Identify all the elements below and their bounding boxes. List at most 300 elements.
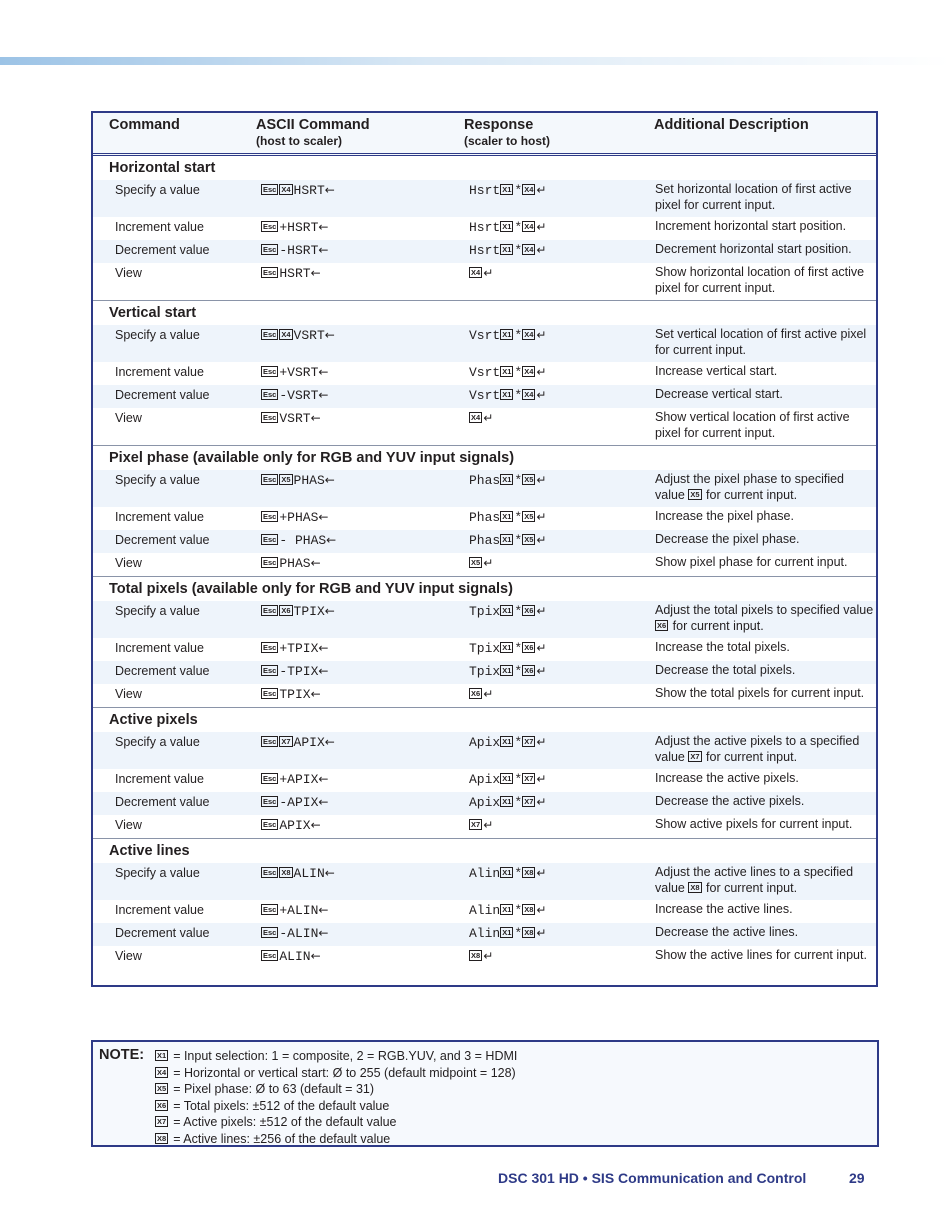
table-row [93, 507, 876, 530]
command-name: Decrement value [115, 388, 210, 402]
description-text: Show vertical location of first active pixel for current input. [655, 410, 850, 440]
variable-x6-icon: X6 [281, 606, 291, 616]
esc-key-icon: Esc [263, 268, 277, 278]
description-text [655, 865, 875, 896]
command-text: Hsrt [469, 183, 501, 198]
description-text: Decrement horizontal start position. [655, 242, 852, 256]
top-gradient-bar [0, 57, 950, 65]
response-text [469, 641, 546, 656]
enter-return-icon: ↵ [536, 795, 547, 809]
variable-x5-icon: X5 [524, 512, 534, 522]
left-arrow-icon: ← [326, 533, 337, 547]
variable-x4-icon: X4 [471, 268, 481, 278]
command-name: Decrement value [115, 795, 210, 809]
command-text: -TPIX [279, 664, 319, 679]
description-text: Decrease the active lines. [655, 925, 799, 939]
command-name: Increment value [115, 903, 204, 917]
command-text: Apix [469, 772, 501, 787]
command-text: Alin [469, 866, 501, 881]
command-name: View [115, 411, 142, 425]
table-section [93, 156, 876, 301]
variable-x1-icon: X1 [502, 737, 512, 747]
command-name: Specify a value [115, 604, 200, 618]
variable-x6-icon: X6 [471, 689, 481, 699]
variable-x6-icon: X6 [524, 643, 534, 653]
note-text: = Horizontal or vertical start: Ø to 255 (default midpoint = 128) [173, 1065, 516, 1080]
command-text: - PHAS [279, 533, 327, 548]
response-text [469, 220, 546, 235]
variable-x1-icon: X1 [502, 905, 512, 915]
ascii-command [261, 664, 328, 679]
ascii-command [261, 735, 335, 750]
response-text [469, 772, 546, 787]
note-line [155, 1081, 517, 1098]
left-arrow-icon: ← [310, 266, 321, 280]
table-row [93, 530, 876, 553]
left-arrow-icon: ← [310, 556, 321, 570]
command-text: +VSRT [279, 365, 319, 380]
note-label: NOTE: [99, 1047, 145, 1063]
command-text: -APIX [279, 795, 319, 810]
command-name: Increment value [115, 641, 204, 655]
variable-x1-icon: X1 [502, 868, 512, 878]
description-text: Show active pixels for current input. [655, 817, 853, 831]
esc-key-icon: Esc [263, 330, 277, 340]
esc-key-icon: Esc [263, 797, 277, 807]
variable-x7-icon: X7 [157, 1117, 167, 1127]
left-arrow-icon: ← [324, 473, 335, 487]
variable-x5-icon: X5 [471, 558, 481, 568]
ascii-command [261, 266, 321, 281]
command-text: * [514, 328, 523, 343]
command-text: -HSRT [279, 243, 319, 258]
table-row [93, 792, 876, 815]
command-name: Decrement value [115, 243, 210, 257]
ascii-command [261, 533, 336, 548]
response-text [469, 556, 493, 571]
command-table [91, 111, 878, 987]
variable-x1-icon: X1 [502, 643, 512, 653]
command-text: HSRT [279, 266, 311, 281]
table-section [93, 301, 876, 446]
enter-return-icon: ↵ [536, 243, 547, 257]
description-text: Increase the total pixels. [655, 640, 790, 654]
page-number: 29 [849, 1170, 865, 1186]
variable-x5-icon: X5 [524, 535, 534, 545]
command-text: * [514, 220, 523, 235]
esc-key-icon: Esc [263, 905, 277, 915]
response-text [469, 266, 493, 281]
left-arrow-icon: ← [318, 365, 329, 379]
section-title: Pixel phase (available only for RGB and YUV input signals) [93, 446, 876, 470]
description-part: for current input. [702, 487, 798, 502]
response-text [469, 365, 546, 380]
variable-x1-icon: X1 [157, 1051, 167, 1061]
response-text [469, 795, 546, 810]
note-line [155, 1131, 517, 1148]
left-arrow-icon: ← [310, 818, 321, 832]
esc-key-icon: Esc [263, 928, 277, 938]
esc-key-icon: Esc [263, 367, 277, 377]
enter-return-icon: ↵ [536, 510, 547, 524]
command-name: Specify a value [115, 473, 200, 487]
variable-x4-icon: X4 [524, 222, 534, 232]
table-body [93, 156, 876, 969]
header-response [464, 117, 550, 149]
table-row [93, 769, 876, 792]
table-row [93, 470, 876, 507]
ascii-command [261, 641, 328, 656]
command-text: Apix [469, 735, 501, 750]
ascii-command [261, 687, 321, 702]
esc-key-icon: Esc [263, 512, 277, 522]
left-arrow-icon: ← [310, 949, 321, 963]
esc-key-icon: Esc [263, 606, 277, 616]
description-text [655, 472, 875, 503]
response-text [469, 473, 546, 488]
variable-x4-icon: X4 [524, 245, 534, 255]
ascii-command [261, 328, 335, 343]
left-arrow-icon: ← [310, 411, 321, 425]
variable-x7-icon: X7 [471, 820, 481, 830]
table-row [93, 661, 876, 684]
enter-return-icon: ↵ [483, 818, 494, 832]
command-name: Specify a value [115, 735, 200, 749]
header-ascii-sub: (host to scaler) [256, 134, 343, 148]
response-text [469, 735, 546, 750]
table-row [93, 684, 876, 707]
esc-key-icon: Esc [263, 558, 277, 568]
table-row [93, 732, 876, 769]
description-text: Show the active lines for current input. [655, 948, 867, 962]
command-text: APIX [279, 818, 311, 833]
section-title: Total pixels (available only for RGB and YUV input signals) [93, 577, 876, 601]
variable-x6-icon: X6 [657, 620, 667, 630]
command-text: Vsrt [469, 388, 501, 403]
variable-x5-icon: X5 [690, 489, 700, 499]
table-section [93, 446, 876, 577]
description-text: Increment horizontal start position. [655, 219, 847, 233]
esc-key-icon: Esc [263, 222, 277, 232]
variable-x8-icon: X8 [524, 905, 534, 915]
table-row [93, 923, 876, 946]
left-arrow-icon: ← [318, 903, 329, 917]
description-text: Increase the pixel phase. [655, 509, 794, 523]
variable-x4-icon: X4 [471, 413, 481, 423]
table-row [93, 601, 876, 638]
command-text: * [514, 641, 523, 656]
description-part: Adjust the total pixels to specified value [655, 603, 874, 617]
variable-x5-icon: X5 [281, 475, 291, 485]
variable-x4-icon: X4 [281, 185, 291, 195]
variable-x7-icon: X7 [524, 774, 534, 784]
command-text: * [514, 604, 523, 619]
left-arrow-icon: ← [318, 641, 329, 655]
variable-x1-icon: X1 [502, 535, 512, 545]
description-text [655, 734, 875, 765]
ascii-command [261, 949, 321, 964]
left-arrow-icon: ← [318, 772, 329, 786]
esc-key-icon: Esc [263, 737, 277, 747]
esc-key-icon: Esc [263, 245, 277, 255]
note-line [155, 1098, 517, 1115]
enter-return-icon: ↵ [536, 183, 547, 197]
enter-return-icon: ↵ [483, 687, 494, 701]
command-name: Decrement value [115, 926, 210, 940]
ascii-command [261, 866, 335, 881]
response-text [469, 866, 546, 881]
command-text: * [514, 772, 523, 787]
description-text: Set horizontal location of first active pixel for current input. [655, 182, 852, 212]
command-text: Vsrt [469, 365, 501, 380]
left-arrow-icon: ← [318, 926, 329, 940]
variable-x7-icon: X7 [690, 751, 700, 761]
left-arrow-icon: ← [324, 866, 335, 880]
command-name: View [115, 949, 142, 963]
esc-key-icon: Esc [263, 390, 277, 400]
header-command: Command [109, 117, 180, 133]
response-text [469, 243, 546, 258]
command-text: * [514, 365, 523, 380]
command-text: Alin [469, 926, 501, 941]
variable-x1-icon: X1 [502, 606, 512, 616]
command-name: Increment value [115, 220, 204, 234]
command-text: * [514, 926, 523, 941]
enter-return-icon: ↵ [483, 949, 494, 963]
esc-key-icon: Esc [263, 689, 277, 699]
command-text: +APIX [279, 772, 319, 787]
description-part: Adjust the active lines to a specified value [655, 865, 854, 895]
variable-x4-icon: X4 [524, 185, 534, 195]
response-text [469, 533, 546, 548]
command-text: * [514, 866, 523, 881]
command-name: Increment value [115, 365, 204, 379]
variable-x1-icon: X1 [502, 797, 512, 807]
note-text: = Total pixels: ±512 of the default value [173, 1098, 390, 1113]
note-line [155, 1114, 517, 1131]
command-text: Vsrt [469, 328, 501, 343]
command-text: Hsrt [469, 243, 501, 258]
command-name: View [115, 556, 142, 570]
header-description: Additional Description [654, 117, 809, 133]
command-text: * [514, 183, 523, 198]
command-text: Phas [469, 473, 501, 488]
command-text: * [514, 903, 523, 918]
left-arrow-icon: ← [310, 687, 321, 701]
ascii-command [261, 220, 328, 235]
description-part: for current input. [669, 618, 764, 633]
command-text: +HSRT [279, 220, 319, 235]
command-text: * [514, 735, 523, 750]
description-text: Decrease vertical start. [655, 387, 783, 401]
note-text: = Active pixels: ±512 of the default value [173, 1115, 397, 1129]
header-response-label: Response [464, 117, 534, 133]
command-text: PHAS [293, 473, 325, 488]
response-text [469, 388, 546, 403]
command-text: Phas [469, 533, 501, 548]
enter-return-icon: ↵ [536, 926, 547, 940]
response-text [469, 183, 546, 198]
command-text: -ALIN [279, 926, 319, 941]
section-title: Active lines [93, 839, 876, 863]
ascii-command [261, 365, 328, 380]
command-text: * [514, 510, 523, 525]
table-row [93, 325, 876, 362]
variable-x1-icon: X1 [502, 222, 512, 232]
variable-x4-icon: X4 [157, 1067, 167, 1077]
response-text [469, 604, 546, 619]
response-text [469, 664, 546, 679]
response-text [469, 510, 546, 525]
variable-x4-icon: X4 [524, 330, 534, 340]
command-text: -VSRT [279, 388, 319, 403]
header-ascii-label: ASCII Command [256, 117, 370, 133]
enter-return-icon: ↵ [536, 866, 547, 880]
description-part: for current input. [702, 749, 798, 764]
left-arrow-icon: ← [318, 388, 329, 402]
command-name: Specify a value [115, 328, 200, 342]
ascii-command [261, 183, 335, 198]
table-row [93, 900, 876, 923]
variable-x1-icon: X1 [502, 475, 512, 485]
ascii-command [261, 556, 321, 571]
command-name: View [115, 687, 142, 701]
command-text: VSRT [293, 328, 325, 343]
note-text: = Pixel phase: Ø to 63 (default = 31) [173, 1082, 375, 1096]
variable-x1-icon: X1 [502, 390, 512, 400]
table-row [93, 638, 876, 661]
left-arrow-icon: ← [324, 328, 335, 342]
esc-key-icon: Esc [263, 475, 277, 485]
ascii-command [261, 795, 328, 810]
table-header [93, 113, 876, 156]
variable-x4-icon: X4 [524, 367, 534, 377]
command-text: Tpix [469, 664, 501, 679]
description-part: for current input. [702, 880, 798, 895]
command-text: VSRT [279, 411, 311, 426]
enter-return-icon: ↵ [536, 328, 547, 342]
enter-return-icon: ↵ [536, 772, 547, 786]
ascii-command [261, 604, 335, 619]
left-arrow-icon: ← [324, 735, 335, 749]
ascii-command [261, 243, 328, 258]
section-title: Active pixels [93, 708, 876, 732]
description-text: Decrease the total pixels. [655, 663, 796, 677]
esc-key-icon: Esc [263, 643, 277, 653]
command-name: View [115, 266, 142, 280]
command-text: * [514, 533, 523, 548]
response-text [469, 411, 493, 426]
command-name: View [115, 818, 142, 832]
table-row [93, 240, 876, 263]
enter-return-icon: ↵ [536, 903, 547, 917]
variable-x1-icon: X1 [502, 666, 512, 676]
command-text: APIX [293, 735, 325, 750]
ascii-command [261, 473, 335, 488]
note-line [155, 1065, 517, 1082]
esc-key-icon: Esc [263, 868, 277, 878]
note-text: = Input selection: 1 = composite, 2 = RGB.YUV, and 3 = HDMI [173, 1049, 518, 1063]
command-name: Specify a value [115, 866, 200, 880]
response-text [469, 903, 546, 918]
command-name: Decrement value [115, 664, 210, 678]
esc-key-icon: Esc [263, 666, 277, 676]
command-text: ALIN [293, 866, 325, 881]
variable-x6-icon: X6 [524, 606, 534, 616]
table-row [93, 217, 876, 240]
variable-x4-icon: X4 [524, 390, 534, 400]
command-text: +PHAS [279, 510, 319, 525]
variable-x5-icon: X5 [524, 475, 534, 485]
command-text: PHAS [279, 556, 311, 571]
description-text: Increase the active lines. [655, 902, 793, 916]
ascii-command [261, 388, 328, 403]
table-row [93, 263, 876, 300]
enter-return-icon: ↵ [536, 664, 547, 678]
variable-x8-icon: X8 [281, 868, 291, 878]
description-part: Adjust the active pixels to a specified value [655, 734, 860, 764]
left-arrow-icon: ← [318, 510, 329, 524]
variable-x8-icon: X8 [524, 868, 534, 878]
table-row [93, 385, 876, 408]
table-row [93, 946, 876, 969]
command-text: +TPIX [279, 641, 319, 656]
enter-return-icon: ↵ [536, 604, 547, 618]
note-line [155, 1048, 517, 1065]
ascii-command [261, 818, 321, 833]
table-row [93, 863, 876, 900]
left-arrow-icon: ← [318, 243, 329, 257]
variable-x6-icon: X6 [524, 666, 534, 676]
enter-return-icon: ↵ [536, 388, 547, 402]
left-arrow-icon: ← [318, 795, 329, 809]
table-row [93, 408, 876, 445]
command-text: Tpix [469, 604, 501, 619]
variable-x8-icon: X8 [157, 1133, 167, 1143]
command-text: * [514, 664, 523, 679]
response-text [469, 818, 493, 833]
esc-key-icon: Esc [263, 820, 277, 830]
enter-return-icon: ↵ [536, 365, 547, 379]
esc-key-icon: Esc [263, 185, 277, 195]
variable-x7-icon: X7 [524, 737, 534, 747]
enter-return-icon: ↵ [483, 266, 494, 280]
note-lines [155, 1048, 517, 1147]
table-row [93, 553, 876, 576]
enter-return-icon: ↵ [536, 220, 547, 234]
ascii-command [261, 411, 321, 426]
command-text: Apix [469, 795, 501, 810]
header-response-sub: (scaler to host) [464, 134, 551, 148]
description-text: Show the total pixels for current input. [655, 686, 865, 700]
variable-x1-icon: X1 [502, 185, 512, 195]
enter-return-icon: ↵ [536, 473, 547, 487]
variable-x1-icon: X1 [502, 774, 512, 784]
ascii-command [261, 772, 328, 787]
variable-x4-icon: X4 [281, 330, 291, 340]
variable-x1-icon: X1 [502, 512, 512, 522]
command-text: HSRT [293, 183, 325, 198]
left-arrow-icon: ← [318, 220, 329, 234]
left-arrow-icon: ← [324, 604, 335, 618]
variable-x8-icon: X8 [690, 882, 700, 892]
command-text: * [514, 243, 523, 258]
enter-return-icon: ↵ [536, 735, 547, 749]
esc-key-icon: Esc [263, 951, 277, 961]
description-text: Increase vertical start. [655, 364, 778, 378]
table-section [93, 839, 876, 969]
description-text: Set vertical location of first active pixel for current input. [655, 327, 867, 357]
